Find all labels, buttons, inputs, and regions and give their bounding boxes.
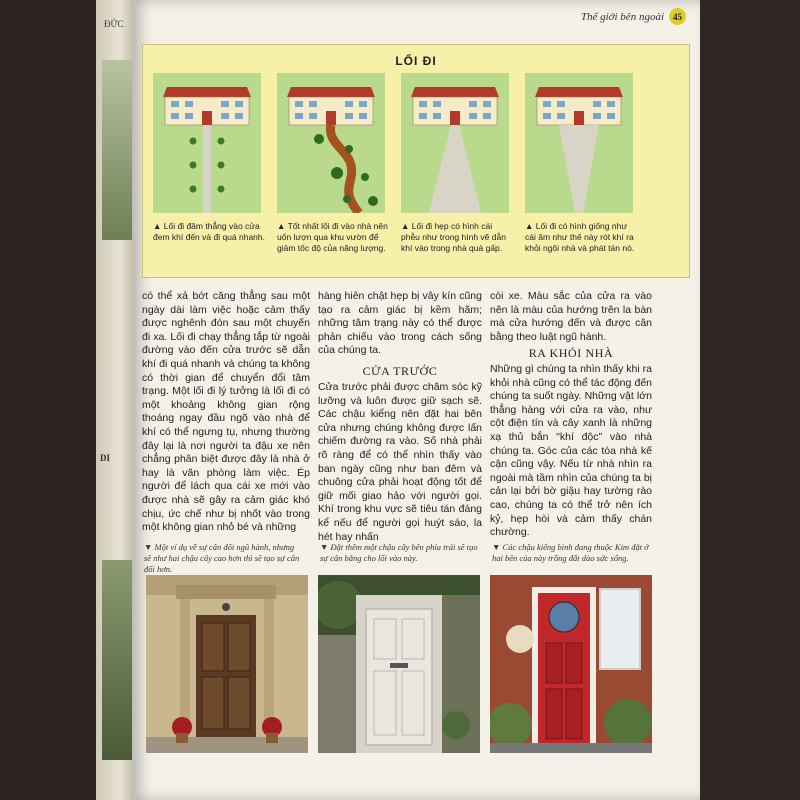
page-number-badge: 45 xyxy=(669,8,686,25)
illustration-funnel-path xyxy=(401,73,509,213)
body-column-2-intro: hàng hiên chật hẹp bị vây kín cũng tạo ra cảm giác bị kềm hãm; những tâm trạng này có thể được phản chiếu vào trong cách sống của chúng ta. xyxy=(318,290,482,357)
illustration-straight-path xyxy=(153,73,261,213)
photo-red-door xyxy=(490,575,652,753)
illustration-caption: ▲ Lối đi có hình giống như cái âm như thế này rót khí ra khỏi ngôi nhà và phát tán nó. xyxy=(525,221,635,253)
illustration-winding-path xyxy=(277,73,385,213)
section-heading-front-door: CỬA TRƯỚC xyxy=(362,364,438,378)
left-page-photo xyxy=(102,60,132,240)
body-column-1: có thể xả bớt căng thẳng sau một ngày dài làm việc hoặc cảm thấy được nghênh đón sau một chuyến đi xa. Lối đi chạy thẳng tắp từ ngoài đường vào đến cửa trước sẽ dẫn khí đi quá nhanh và chúng ta không có thời gian để chuyển đổi tâm trạng. Một lối đi lý tưởng là lối đi có một khoảng không gian rộng thoáng ngay đầu ngõ vào nhà để khí có thể ngưng tụ, nhưng thường đây lại là nơi người ta đậu xe nên chẳng phân biệt được đây là nhà ở hay là văn phòng làm việc. Ép người để lách qua cái xe mới vào được nhà sẽ gây ra cảm giác khó chịu, ức chế như bị nhốt vào trong một không gian nhỏ bé và những xyxy=(142,290,310,534)
left-page-photo xyxy=(102,560,132,760)
photo-caption: ▼ Đặt thêm một chậu cây bên phía trái sẽ tạo sự cân bằng cho lối vào này. xyxy=(320,542,478,563)
left-page-fragment: ĐỨC xyxy=(104,19,124,29)
pathway-panel xyxy=(142,44,690,278)
body-column-2: Cửa trước phải được chăm sóc kỹ lưỡng và luôn được giữ sạch sẽ. Các chậu kiểng nên đặt hai bên cửa nhưng chúng không được lấn chiếm đường ra vào. Số nhà phải rõ ràng để có thể nhìn thấy vào ban ngày cũng như ban đêm và chuông cửa phải hoạt động tốt để giữ mối giao hảo với người gọi. Khí trong khu vực sẽ tiêu tán đáng kể nếu để người gọi huýt sáo, la hét hay nhấn xyxy=(318,381,482,543)
panel-title: LỐI ĐI xyxy=(395,54,437,68)
section-heading-leaving-home: RA KHỎI NHÀ xyxy=(528,346,614,360)
background-edge xyxy=(700,0,800,800)
illustration-caption: ▲ Lối đi đâm thẳng vào cửa đem khí đến và đi quá nhanh. xyxy=(153,221,265,242)
book-page xyxy=(132,0,700,800)
body-column-3: Những gì chúng ta nhìn thấy khi ra khỏi nhà cũng có thể tác động đến chúng ta suốt ngày. Những vật lớn thẳng hàng với cửa ra vào, như cột điện tín và cây xanh là những xạ thủ bắn "khí độc" vào nhà chúng ta. Góc của các tòa nhà kế cận cũng vậy. Nếu từ nhà nhìn ra ngoài mà tầm nhìn của chúng ta bị cản lại bởi bờ giậu hay tường rào cao, chúng ta có thể trở nên ích kỷ, hẹp hòi và cảm thấy chán chường. xyxy=(490,363,652,539)
illustration-inverted-funnel-path xyxy=(525,73,633,213)
left-page-fragment: DI xyxy=(100,453,111,463)
photo-caption: ▼ Một ví dụ về sự cân đối ngũ hành, nhưng sẽ như hai chậu cây cao hơn thì sẽ tạo sự cân đối hơn. xyxy=(144,542,300,574)
illustration-caption: ▲ Tốt nhất lối đi vào nhà nên uốn lượn qua khu vườn để giảm tốc độ của năng lượng. xyxy=(277,221,388,253)
photo-white-door xyxy=(318,575,480,753)
chapter-title: Thế giới bên ngoài xyxy=(580,10,664,23)
page-header xyxy=(581,8,686,25)
photo-wooden-door xyxy=(146,575,308,753)
left-page-edge xyxy=(96,0,136,800)
body-column-3-intro: còi xe. Màu sắc của cửa ra vào nên là màu của hướng trên la bàn mà cửa hướng đến và được cân bằng theo luật ngũ hành. xyxy=(490,290,652,343)
illustration-caption: ▲ Lối đi hẹp có hình cái phễu như trong hình vẽ dẫn khí vào trong nhà quá gấp. xyxy=(401,221,506,253)
photo-caption: ▼ Các chậu kiểng bình đang thuộc Kim đặt ở hai bên của này trồng đất dào sức sống. xyxy=(492,542,649,563)
